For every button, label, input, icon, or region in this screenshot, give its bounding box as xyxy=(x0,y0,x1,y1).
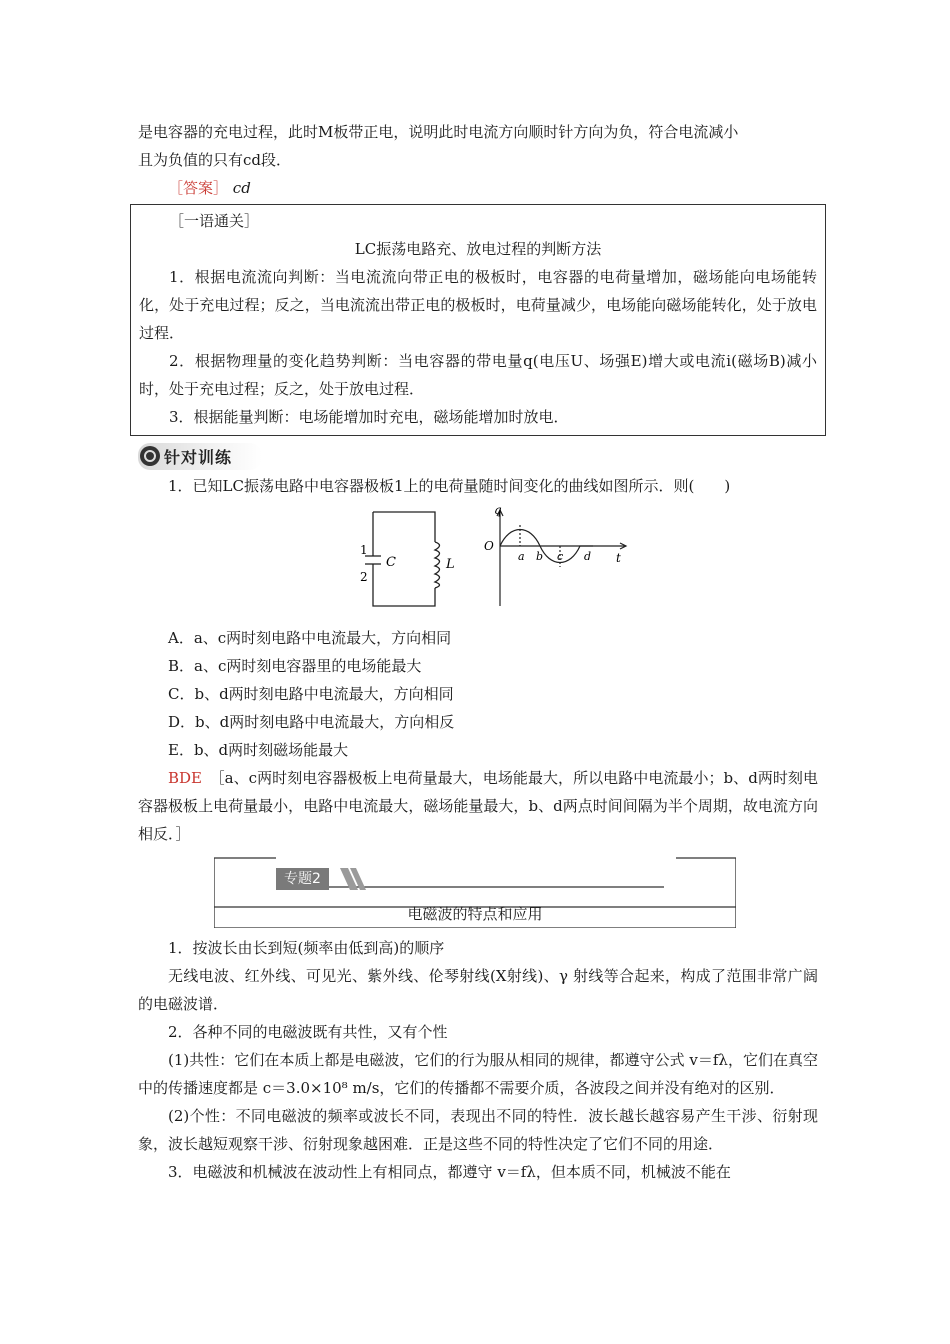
option-b: B．a、c两时刻电容器里的电场能最大 xyxy=(168,657,422,675)
answer-label: ［答案］ xyxy=(168,179,229,197)
target-icon xyxy=(140,446,160,466)
point-c-label: c xyxy=(557,550,564,563)
plate-1-label: 1 xyxy=(360,543,368,557)
body-p2: 无线电波、红外线、可见光、紫外线、伦琴射线(X射线)、γ 射线等合起来，构成了范围非常广阔的电磁波谱． xyxy=(138,967,818,1013)
intro-line-2: 且为负值的只有cd段． xyxy=(138,151,292,169)
training-badge xyxy=(138,443,262,470)
option-c: C．b、d两时刻电路中电流最大，方向相同 xyxy=(168,685,454,703)
answer-explanation xyxy=(138,764,818,848)
plate-2-label: 2 xyxy=(360,570,368,584)
question-text: 1．已知LC振荡电路中电容器极板1上的电荷量随时间变化的曲线如图所示．则( ) xyxy=(168,477,731,495)
lc-circuit-and-graph xyxy=(138,502,818,620)
training-title: 针对训练 xyxy=(164,447,233,467)
body-p4: (1)共性：它们在本质上都是电磁波，它们的行为服从相同的规律，都遵守公式 v＝fλ，它们在真空中的传播速度都是 c＝3.0×10⁸ m/s，它们的传播都不需要介质，各波段之间并没有绝对的区别． xyxy=(138,1051,818,1097)
point-b-label: b xyxy=(536,550,544,563)
question-figure xyxy=(138,502,818,620)
summary-title: LC振荡电路充、放电过程的判断方法 xyxy=(354,240,602,258)
summary-point-1: 1．根据电流流向判断：当电流流向带正电的极板时，电容器的电荷量增加，磁场能向电场能转化，处于充电过程；反之，当电流流出带正电的极板时，电荷量减少，电场能向磁场能转化，处于放电过程． xyxy=(139,268,817,342)
answer-value: cd xyxy=(232,179,251,197)
intro-line-1: 是电容器的充电过程，此时M板带正电，说明此时电流方向顺时针方向为负，符合电流减小 xyxy=(138,123,739,141)
answer-key: BDE xyxy=(168,769,202,787)
topic-banner xyxy=(214,856,736,928)
option-a: A．a、c两时刻电路中电流最大，方向相同 xyxy=(168,629,452,647)
capacitor-label: C xyxy=(386,555,396,570)
inductor-label: L xyxy=(446,557,455,572)
summary-label: ［一语通关］ xyxy=(169,212,260,230)
option-e: E．b、d两时刻磁场能最大 xyxy=(168,741,349,759)
body-p1: 1．按波长由长到短(频率由低到高)的顺序 xyxy=(168,939,445,957)
summary-point-3: 3．根据能量判断：电场能增加时充电，磁场能增加时放电． xyxy=(169,408,569,426)
point-a-label: a xyxy=(518,550,525,563)
body-p5: (2)个性：不同电磁波的频率或波长不同，表现出不同的特性．波长越长越容易产生干涉、衍射现象，波长越短观察干涉、衍射现象越困难．正是这些不同的特性决定了它们不同的用途． xyxy=(138,1107,818,1153)
topic-badge: 专题2 xyxy=(276,868,329,890)
t-axis-label: t xyxy=(616,551,621,565)
q-axis-label: q xyxy=(494,503,502,517)
point-d-label: d xyxy=(584,550,592,563)
body-p6: 3．电磁波和机械波在波动性上有相同点，都遵守 v＝fλ，但本质不同，机械波不能在 xyxy=(168,1163,731,1181)
body-p3: 2．各种不同的电磁波既有共性，又有个性 xyxy=(168,1023,448,1041)
answer-line xyxy=(138,174,818,202)
lc-circuit-diagram xyxy=(365,512,440,606)
summary-point-2: 2．根据物理量的变化趋势判断：当电容器的带电量q(电压U、场强E)增大或电流i(磁场B)减小时，处于充电过程；反之，处于放电过程． xyxy=(139,352,817,398)
topic-title: 电磁波的特点和应用 xyxy=(407,905,543,923)
explanation-text: ［a、c两时刻电容器极板上电荷量最大，电场能最大，所以电路中电流最小；b、d两时刻电容器极板上电荷量最小，电路中电流最大，磁场能量最大，b、d两点时间间隔为半个周期，故电流方向相反．］ xyxy=(138,769,818,843)
origin-label: O xyxy=(484,539,494,553)
training-heading xyxy=(138,440,818,472)
option-d: D．b、d两时刻电路中电流最大，方向相反 xyxy=(168,713,455,731)
document-page xyxy=(138,118,818,1186)
summary-box xyxy=(130,204,826,436)
